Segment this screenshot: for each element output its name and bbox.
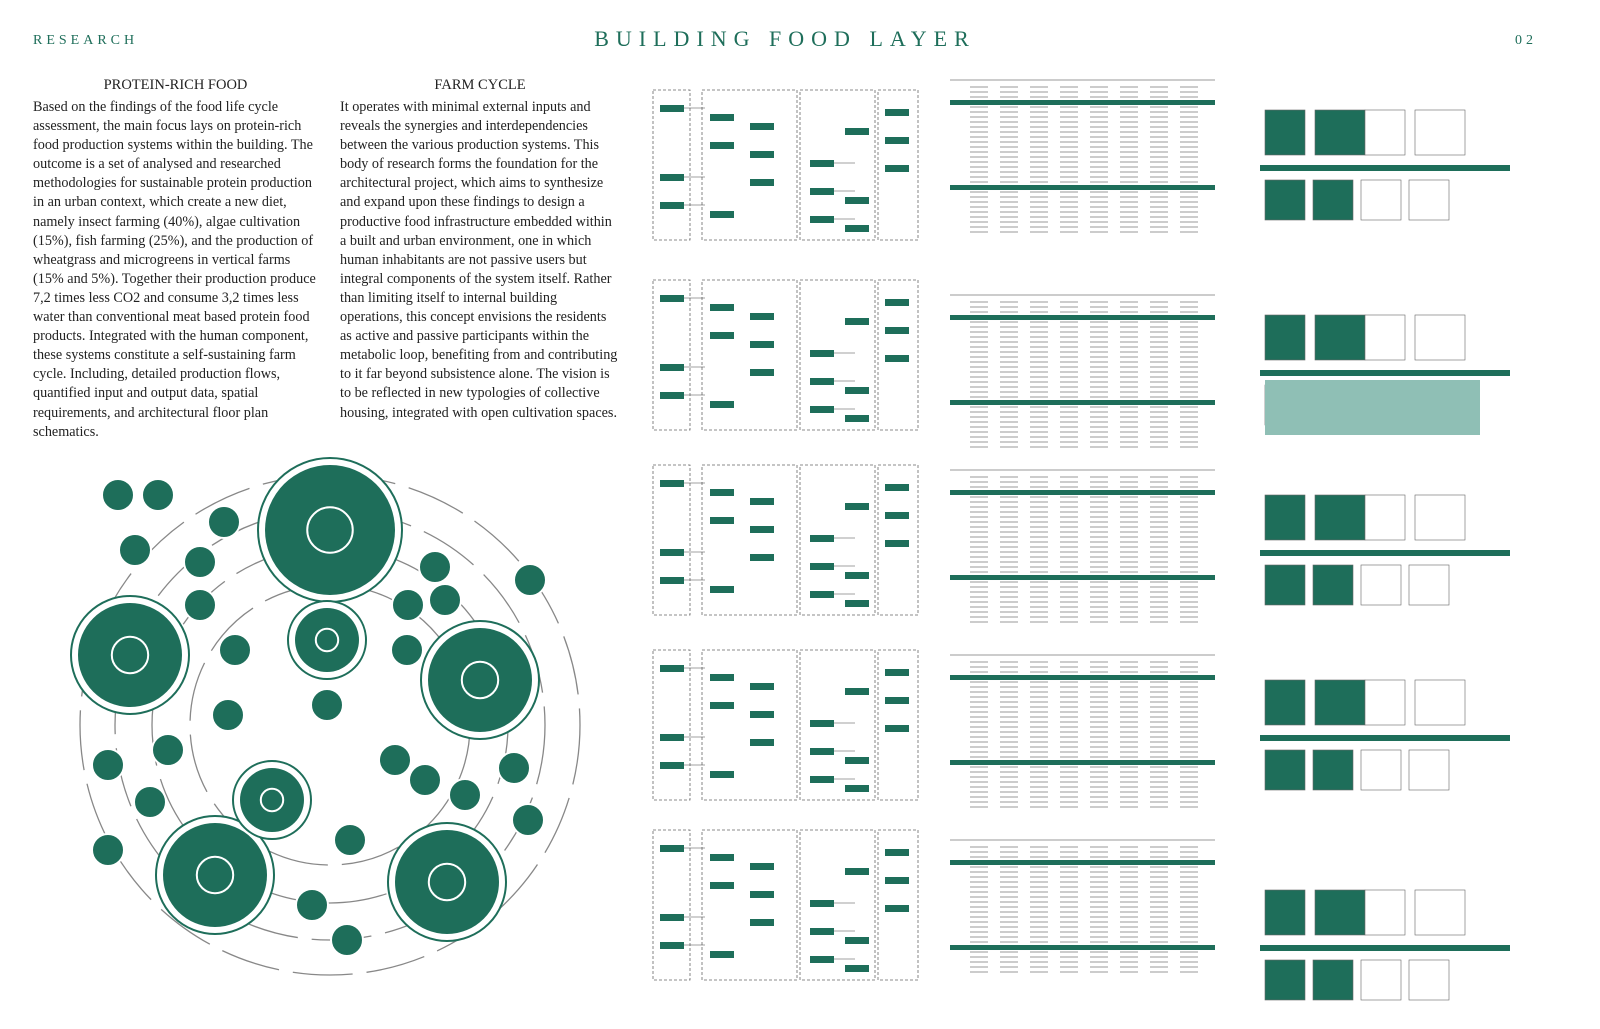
- cutlery-icon: [184, 546, 216, 578]
- flow-group: [653, 650, 690, 800]
- table-row-highlight: [950, 100, 1215, 105]
- water-drop-icon: [219, 634, 251, 666]
- flow-node: [750, 919, 774, 926]
- flow-node: [885, 669, 909, 676]
- column-text: It operates with minimal external inputs and reveals the synergies and interdependencies between the various production systems. This body of research forms the foundation for the architectural project, which aims to synthesize and expand upon these findings to design a productive food infrastructure embedded within a built and urban environment, one in which human inhabitants are not passive users but integral components of the system itself. Rather than limiting itself to internal building operations, this concept envisions the residents as active and passive participants within the metabolic loop, benefiting from and contributing to it far beyond subsistence alone. The vision is to be reflected in new typologies of collective housing, integrated with open cultivation spaces.: [340, 99, 618, 421]
- plan-room: [1409, 565, 1449, 605]
- flow-node: [885, 484, 909, 491]
- undefined: [409, 764, 441, 796]
- flow-node: [845, 128, 869, 135]
- heat-icon: [379, 744, 411, 776]
- energy-icon: [311, 689, 343, 721]
- algae-icon: [428, 628, 532, 732]
- cutlery-icon: [512, 804, 544, 836]
- water-drop-icon: [419, 551, 451, 583]
- flow-node: [845, 387, 869, 394]
- flow-node: [710, 211, 734, 218]
- table-row-highlight: [950, 400, 1215, 405]
- flow-node: [845, 318, 869, 325]
- plan-room: [1265, 110, 1305, 155]
- flow-node: [660, 762, 684, 769]
- farm-cycle-diagram: [40, 450, 640, 990]
- protein-rich-food-column: [33, 77, 318, 442]
- plan-room: [1365, 890, 1405, 935]
- plant-icon: [184, 589, 216, 621]
- page-title: BUILDING FOOD LAYER: [594, 26, 976, 51]
- flow-node: [810, 956, 834, 963]
- microgreens-icon: [240, 768, 304, 832]
- flow-node: [845, 197, 869, 204]
- wheatgrass-icon: [163, 823, 267, 927]
- flow-node: [710, 882, 734, 889]
- plan-room: [1315, 110, 1365, 155]
- flow-node: [750, 369, 774, 376]
- flow-node: [885, 109, 909, 116]
- flow-node: [885, 540, 909, 547]
- flow-node: [845, 600, 869, 607]
- flow-node: [710, 586, 734, 593]
- flow-node: [810, 928, 834, 935]
- heat-icon: [391, 634, 423, 666]
- flow-node: [660, 295, 684, 302]
- table-row-highlight: [950, 490, 1215, 495]
- flow-node: [845, 688, 869, 695]
- flow-node: [810, 378, 834, 385]
- flow-node: [750, 711, 774, 718]
- plan-room: [1265, 680, 1305, 725]
- flow-node: [810, 160, 834, 167]
- table-row-highlight: [950, 760, 1215, 765]
- flow-node: [750, 498, 774, 505]
- flow-node: [660, 480, 684, 487]
- plan-room: [1361, 750, 1401, 790]
- plan-room: [1313, 960, 1353, 1000]
- gears-icon: [295, 608, 359, 672]
- waste-bin-icon: [208, 506, 240, 538]
- plan-room: [1365, 495, 1405, 540]
- flow-node: [660, 734, 684, 741]
- flow-node: [750, 554, 774, 561]
- flow-node: [660, 549, 684, 556]
- plan-room: [1361, 960, 1401, 1000]
- column-text: Based on the findings of the food life cycle assessment, the main focus lays on protein-rich food production systems within the building. The outcome is a set of analysed and researched methodologies for sustainable protein production in an urban context, which create a new diet, namely insect farming (40%), algae cultivation (15%), fish farming (25%), and the production of wheatgrass and microgreens in vertical farms (15% and 5%). Together their production produce 7,2 times less CO2 and consume 3,2 times less water than conventional meat based protein food products. Integrated with the human component, these systems constitute a self-sustaining farm cycle. Including, detailed production flows, quantified input and output data, spatial requirements, and architectural floor plan schematics.: [33, 99, 316, 440]
- flow-node: [845, 965, 869, 972]
- table-row-highlight: [950, 575, 1215, 580]
- plan-room: [1365, 680, 1405, 725]
- level-bar: [1260, 550, 1510, 556]
- water-drop-icon: [92, 834, 124, 866]
- flow-node: [750, 891, 774, 898]
- plan-room: [1265, 565, 1305, 605]
- flow-node: [845, 572, 869, 579]
- flow-node: [885, 327, 909, 334]
- plant-icon: [296, 889, 328, 921]
- flow-node: [750, 179, 774, 186]
- plan-room: [1315, 890, 1365, 935]
- flow-node: [810, 776, 834, 783]
- flow-node: [810, 563, 834, 570]
- level-bar: [1260, 165, 1510, 171]
- flow-node: [710, 332, 734, 339]
- flow-node: [660, 392, 684, 399]
- flow-node: [710, 951, 734, 958]
- water-drop-icon: [334, 824, 366, 856]
- plan-room: [1265, 750, 1305, 790]
- flow-node: [710, 771, 734, 778]
- flow-node: [750, 123, 774, 130]
- plan-room: [1315, 315, 1365, 360]
- flow-node: [810, 406, 834, 413]
- plan-room: [1415, 495, 1465, 540]
- data-tables: [945, 75, 1220, 975]
- farm-cycle-column: [340, 77, 620, 423]
- flow-node: [660, 174, 684, 181]
- section-label: RESEARCH: [33, 33, 139, 48]
- flow-node: [885, 165, 909, 172]
- flow-node: [885, 512, 909, 519]
- plan-room: [1265, 315, 1305, 360]
- floor-plan-schematics: [1235, 95, 1545, 995]
- flow-node: [660, 577, 684, 584]
- waste-bin-icon: [392, 589, 424, 621]
- flow-group: [653, 830, 690, 980]
- flow-node: [660, 665, 684, 672]
- flow-node: [710, 304, 734, 311]
- plan-room: [1361, 565, 1401, 605]
- flow-node: [885, 905, 909, 912]
- plan-room: [1361, 180, 1401, 220]
- level-bar: [1260, 945, 1510, 951]
- production-flow-diagrams: [650, 85, 930, 985]
- flow-node: [885, 137, 909, 144]
- flow-node: [810, 188, 834, 195]
- flow-node: [885, 725, 909, 732]
- flow-node: [885, 849, 909, 856]
- cutlery-icon: [119, 534, 151, 566]
- person-icon: [265, 465, 395, 595]
- table-row-highlight: [950, 185, 1215, 190]
- flow-node: [810, 748, 834, 755]
- flow-node: [710, 854, 734, 861]
- flow-node: [710, 142, 734, 149]
- plan-room: [1313, 180, 1353, 220]
- flow-node: [710, 674, 734, 681]
- flow-node: [845, 225, 869, 232]
- flow-node: [750, 151, 774, 158]
- plan-room: [1365, 315, 1405, 360]
- waste-bin-icon: [134, 786, 166, 818]
- energy-icon: [142, 479, 174, 511]
- plan-room: [1415, 680, 1465, 725]
- level-bar: [1260, 735, 1510, 741]
- flow-node: [710, 114, 734, 121]
- flow-node: [885, 355, 909, 362]
- flow-node: [885, 877, 909, 884]
- level-bar: [1260, 370, 1510, 376]
- flow-node: [710, 489, 734, 496]
- flow-node: [710, 517, 734, 524]
- flow-node: [660, 942, 684, 949]
- column-heading: FARM CYCLE: [434, 77, 526, 93]
- plan-room: [1313, 750, 1353, 790]
- table-row-highlight: [950, 675, 1215, 680]
- flow-node: [750, 313, 774, 320]
- flow-node: [750, 863, 774, 870]
- plan-room: [1409, 750, 1449, 790]
- flow-node: [845, 415, 869, 422]
- flow-node: [845, 757, 869, 764]
- flow-node: [810, 350, 834, 357]
- plan-room: [1315, 680, 1365, 725]
- column-heading: PROTEIN-RICH FOOD: [103, 77, 248, 93]
- flow-node: [660, 105, 684, 112]
- plan-room: [1365, 110, 1405, 155]
- flow-node: [810, 720, 834, 727]
- flow-node: [750, 683, 774, 690]
- flow-group: [653, 465, 690, 615]
- plan-room: [1409, 960, 1449, 1000]
- page-number: 02: [1515, 33, 1537, 48]
- plan-room: [1265, 960, 1305, 1000]
- cutlery-icon: [514, 564, 546, 596]
- water-drop-icon: [449, 779, 481, 811]
- flow-node: [660, 914, 684, 921]
- table-row-highlight: [950, 315, 1215, 320]
- plan-room: [1265, 180, 1305, 220]
- flow-node: [660, 364, 684, 371]
- flow-node: [660, 845, 684, 852]
- fish-icon: [395, 830, 499, 934]
- flow-node: [750, 526, 774, 533]
- flow-node: [885, 697, 909, 704]
- water-drop-icon: [331, 924, 363, 956]
- waste-bin-icon: [92, 749, 124, 781]
- flow-node: [750, 739, 774, 746]
- flow-node: [810, 591, 834, 598]
- table-row-highlight: [950, 945, 1215, 950]
- plan-room: [1409, 180, 1449, 220]
- waste-bin-icon: [102, 479, 134, 511]
- flow-node: [750, 341, 774, 348]
- cutlery-icon: [429, 584, 461, 616]
- plan-room: [1415, 315, 1465, 360]
- flow-group: [653, 90, 690, 240]
- insect-larva-icon: [78, 603, 182, 707]
- flow-node: [845, 868, 869, 875]
- plan-room: [1313, 565, 1353, 605]
- flow-node: [885, 299, 909, 306]
- cutlery-icon: [212, 699, 244, 731]
- flow-node: [710, 401, 734, 408]
- flow-node: [810, 900, 834, 907]
- flow-group: [653, 280, 690, 430]
- flow-node: [810, 535, 834, 542]
- flow-node: [810, 216, 834, 223]
- cutlery-icon: [152, 734, 184, 766]
- heat-icon: [498, 752, 530, 784]
- flow-node: [845, 785, 869, 792]
- flow-node: [710, 702, 734, 709]
- plan-room: [1265, 890, 1305, 935]
- table-row-highlight: [950, 860, 1215, 865]
- plan-room: [1265, 495, 1305, 540]
- flow-node: [660, 202, 684, 209]
- plan-room: [1315, 495, 1365, 540]
- plan-room: [1415, 890, 1465, 935]
- plan-area: [1265, 380, 1480, 435]
- flow-node: [845, 937, 869, 944]
- plan-room: [1415, 110, 1465, 155]
- flow-node: [845, 503, 869, 510]
